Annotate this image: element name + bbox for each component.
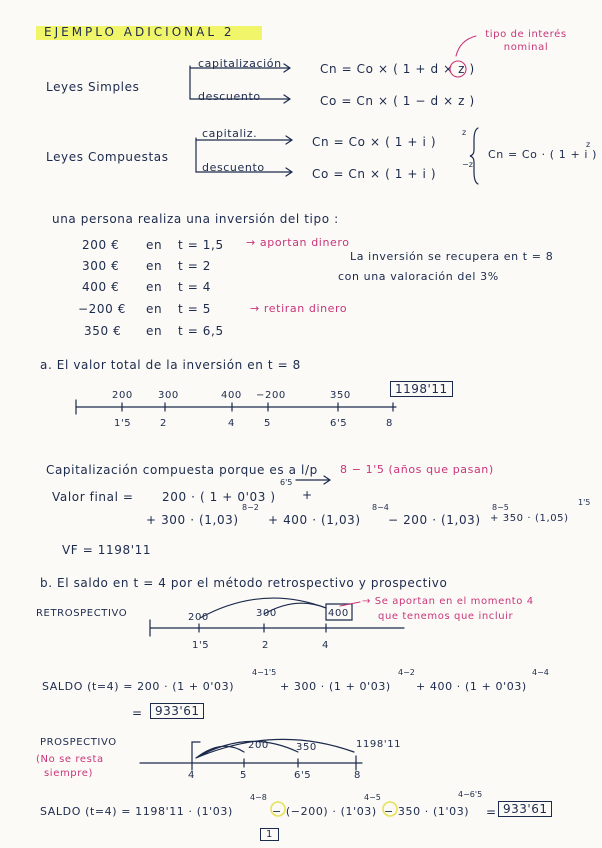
minus-highlight-2 [383,802,397,816]
vf-term-2-exp: 8−2 [242,503,259,512]
simples-desc-arrow [190,95,290,103]
pro-note-2: siempre) [44,768,93,779]
simples-cap-arrow [190,64,290,72]
recovery-text-2: con una valoración del 3% [338,270,499,283]
investment-note: → aportan dinero [246,236,350,249]
vf-term-2: + 300 · (1,03) [146,513,239,527]
a-years-note: 8 − 1'5 (años que pasan) [340,463,494,476]
simples-desc-label: descuento [198,90,261,103]
compuestas-curly-brace [470,128,478,184]
compuestas-formula-general-exp: z [586,140,591,149]
question-b: b. El saldo en t = 4 por el método retrospectivo y prospectivo [40,576,448,590]
saldo-pro-equals: = [486,805,497,819]
investment-amount: 350 € [84,324,122,338]
pro-note-1: (No se resta [36,754,104,765]
retro-tick-label: 1'5 [192,640,210,651]
a-reason: Capitalización compuesta porque es a l/p [46,463,318,477]
a-timeline-tick-label: 4 [228,418,235,429]
compuestas-formula-general: Cn = Co · ( 1 + i ) [488,148,598,161]
a-timeline-tick-label: 8 [386,418,393,429]
a-timeline-tick-label: 5 [264,418,271,429]
saldo-retro-exp-3: 4−4 [532,668,549,677]
a-timeline-top-value: −200 [256,390,286,401]
nominal-arrow [456,36,476,56]
pro-tick-label: 5 [240,770,247,781]
nominal-circle [450,61,466,77]
saldo-retro-exp-1: 4−1'5 [252,668,277,677]
compuestas-desc-arrow [196,168,292,176]
retro-note-2: que tenemos que incluir [378,611,514,622]
a-timeline-boxed-total: 1198'11 [390,381,453,397]
vf-label: Valor final = [52,490,134,504]
recovery-text-1: La inversión se recupera en t = 8 [350,250,554,263]
compuestas-formula-cap-exp: z [462,128,467,137]
saldo-pro-term-2: − (−200) · (1'03) [272,805,377,818]
retro-top-value: 300 [256,608,277,619]
saldo-pro-exp-1: 4−8 [250,793,267,802]
minus-highlight-1 [271,802,285,816]
pro-label: PROSPECTIVO [40,737,117,748]
pro-tick-label: 4 [188,770,195,781]
question-a: a. El valor total de la inversión en t = 8 [40,358,301,372]
investment-note: → retiran dinero [250,302,348,315]
retro-tick-label: 2 [262,640,269,651]
investment-en: en [146,259,163,273]
compuestas-cap-arrow [196,136,292,144]
vf-term-3: + 400 · (1,03) [268,513,361,527]
retro-top-value: 200 [188,612,209,623]
vf-term-5: + 350 · (1,05) [490,513,569,524]
saldo-retro-exp-2: 4−2 [398,668,415,677]
page-title: EJEMPLO ADICIONAL 2 [44,25,235,39]
vf-term-4-exp: 8−5 [492,503,509,512]
a-timeline-top-value: 300 [158,390,179,401]
vf-term-1-exp: 6'5 [280,478,293,487]
retro-top-value: 400 [328,608,349,619]
vf-term-1: 200 · ( 1 + 0'03 ) [162,490,276,504]
compuestas-desc-label: descuento [202,161,265,174]
vf-term-5-exp: 1'5 [578,498,591,507]
pro-tick-label: 6'5 [294,770,312,781]
vf-plus: + [302,488,313,502]
simples-label: Leyes Simples [46,80,140,94]
retro-arc-2 [264,603,326,614]
saldo-pro: SALDO (t=4) = 1198'11 · (1'03) [40,805,233,818]
saldo-retro-term-2: + 300 · (1 + 0'03) [280,680,391,693]
retro-note-1: → Se aportan en el momento 4 [362,596,534,607]
pro-tick-label: 8 [354,770,361,781]
investment-amount: −200 € [78,302,127,316]
a-timeline-tick-label: 6'5 [330,418,348,429]
vf-result: VF = 1198'11 [62,543,152,557]
simples-formula-cap: Cn = Co × ( 1 + d × z ) [320,62,475,76]
vf-term-4: − 200 · (1,03) [388,513,481,527]
investment-time: t = 1,5 [178,238,224,252]
pro-top-value: 1198'11 [356,739,402,750]
saldo-pro-term-3: − 350 · (1'03) [384,805,470,818]
intro-text: una persona realiza una inversión del tipo : [52,212,339,226]
saldo-pro-exp-2: 4−5 [364,793,381,802]
compuestas-formula-desc-exp: −z [462,160,473,169]
investment-time: t = 2 [178,259,212,273]
a-timeline-tick-label: 1'5 [114,418,132,429]
investment-en: en [146,302,163,316]
page-number: 1 [260,828,279,841]
pro-top-value: 200 [248,740,269,751]
vf-term-3-exp: 8−4 [372,503,389,512]
compuestas-cap-label: capitaliz. [202,127,258,140]
saldo-pro-exp-3: 4−6'5 [458,790,483,799]
a-timeline-top-value: 200 [112,390,133,401]
simples-formula-desc: Co = Cn × ( 1 − d × z ) [320,94,475,108]
investment-time: t = 6,5 [178,324,224,338]
saldo-retro-term-3: + 400 · (1 + 0'03) [416,680,527,693]
investment-en: en [146,324,163,338]
compuestas-formula-desc: Co = Cn × ( 1 + i ) [312,167,437,181]
simples-cap-label: capitalización [198,57,282,70]
retro-tick-label: 4 [322,640,329,651]
vf-arrow [296,476,330,484]
retro-arc-1 [200,598,326,618]
retro-highlight-box [326,604,352,620]
retro-label: RETROSPECTIVO [36,608,128,619]
investment-en: en [146,238,163,252]
investment-time: t = 5 [178,302,212,316]
pro-arcs [196,739,354,758]
nominal-rate-note: tipo de interés nominal [485,29,567,53]
investment-amount: 300 € [82,259,120,273]
pro-top-value: 350 [296,742,317,753]
compuestas-label: Leyes Compuestas [46,150,169,164]
saldo-pro-result: 933'61 [498,801,552,817]
investment-time: t = 4 [178,280,212,294]
saldo-retro-result: 933'61 [150,703,204,719]
a-timeline-top-value: 350 [330,390,351,401]
saldo-retro-equals: = [132,706,143,720]
saldo-retro: SALDO (t=4) = 200 · (1 + 0'03) [42,680,235,693]
a-timeline-top-value: 400 [221,390,242,401]
compuestas-formula-cap: Cn = Co × ( 1 + i ) [312,135,437,149]
pro-start-arrow [192,742,200,756]
investment-amount: 200 € [82,238,120,252]
a-timeline-tick-label: 2 [160,418,167,429]
investment-en: en [146,280,163,294]
investment-amount: 400 € [82,280,120,294]
